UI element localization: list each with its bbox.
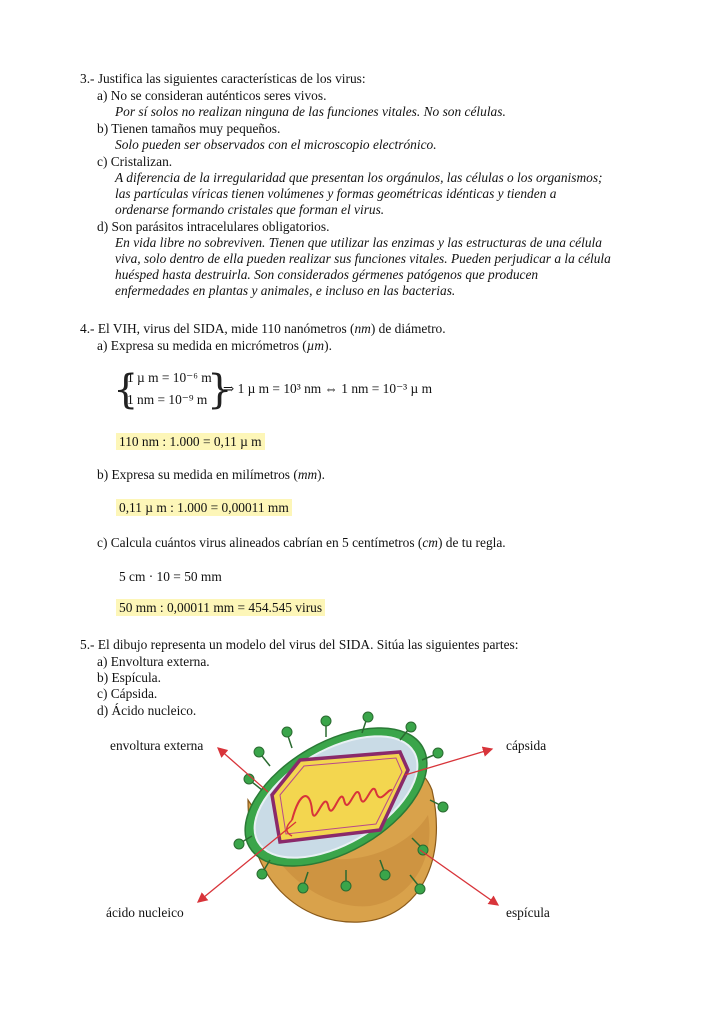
q3-a-answer: Por sí solos no realizan ninguna de las funciones vitales. No son células. [115,104,506,119]
calc-a: 110 nm : 1.000 = 0,11 µ m [116,434,265,450]
label-envoltura: envoltura externa [110,738,204,753]
label-capsida: cápsida [506,738,547,753]
system-result: ⇒ 1 µ m = 10³ nm ⇔ 1 nm = 10⁻³ µ m [223,381,432,396]
q5-item: d) Ácido nucleico. [97,703,197,718]
q3-c-question: c) Cristalizan. [97,154,173,169]
q3-d-answer-line: huésped hasta destruirla. Son considerados gérmenes patógenos que producen [115,267,539,282]
arrow-espicula [420,850,498,905]
q5-item: a) Envoltura externa. [97,654,210,669]
q3-c-answer-line: las partículas víricas tienen volúmenes y formas geométricas idénticas y tienden a [115,186,557,201]
q5-item: b) Espícula. [97,670,161,685]
calc-c2: 50 mm : 0,00011 mm = 454.545 virus [116,600,325,616]
q3-c-answer-line: A diferencia de la irregularidad que presentan los orgánulos, las células o los organismos; [115,170,603,185]
q5-title: 5.- El dibujo representa un modelo del virus del SIDA. Sitúa las siguientes partes: [80,637,519,652]
spicule [282,727,292,748]
q4-c-question: c) Calcula cuántos virus alineados cabrían en 5 centímetros (cm) de tu regla. [97,535,506,550]
q3-b-answer: Solo pueden ser observados con el microscopio electrónico. [115,137,437,152]
q3-d-answer-line: En vida libre no sobreviven. Tienen que utilizar las enzimas y las estructuras de una célula [115,235,602,250]
q3-title: 3.- Justifica las siguientes características de los virus: [80,71,366,86]
q5-item: c) Cápsida. [97,686,158,701]
q3-d-answer-line: enfermedades en plantas y animales, e incluso en las bacterias. [115,283,456,298]
spicule [254,747,270,766]
q4-b-question: b) Expresa su medida en milímetros (mm). [97,467,325,482]
q4-title: 4.- El VIH, virus del SIDA, mide 110 nanómetros (nm) de diámetro. [80,321,446,336]
q4-a-question: a) Expresa su medida en micrómetros (µm). [97,338,332,353]
right-brace: } [207,367,233,413]
spicule [244,774,262,790]
spicule [321,716,331,737]
system-row-1: 1 µ m = 10⁻⁶ m [127,370,212,385]
left-brace: { [113,367,139,413]
calc-c1: 5 cm · 10 = 50 mm [119,569,222,584]
system-row-2: 1 nm = 10⁻⁹ m [127,392,208,407]
q3-d-answer-line: viva, solo dentro de ella pueden realizar sus funciones vitales. Pueden perjudicar a la célula [115,251,611,266]
q3-a-question: a) No se consideran auténticos seres vivos. [97,88,327,103]
q3-c-answer-line: ordenarse formando cristales que forman el virus. [115,202,385,217]
label-acido: ácido nucleico [106,905,184,920]
label-espicula: espícula [506,905,550,920]
q3-b-question: b) Tienen tamaños muy pequeños. [97,121,281,136]
calc-b: 0,11 µ m : 1.000 = 0,00011 mm [116,500,292,516]
q3-d-question: d) Son parásitos intracelulares obligatorios. [97,219,330,234]
